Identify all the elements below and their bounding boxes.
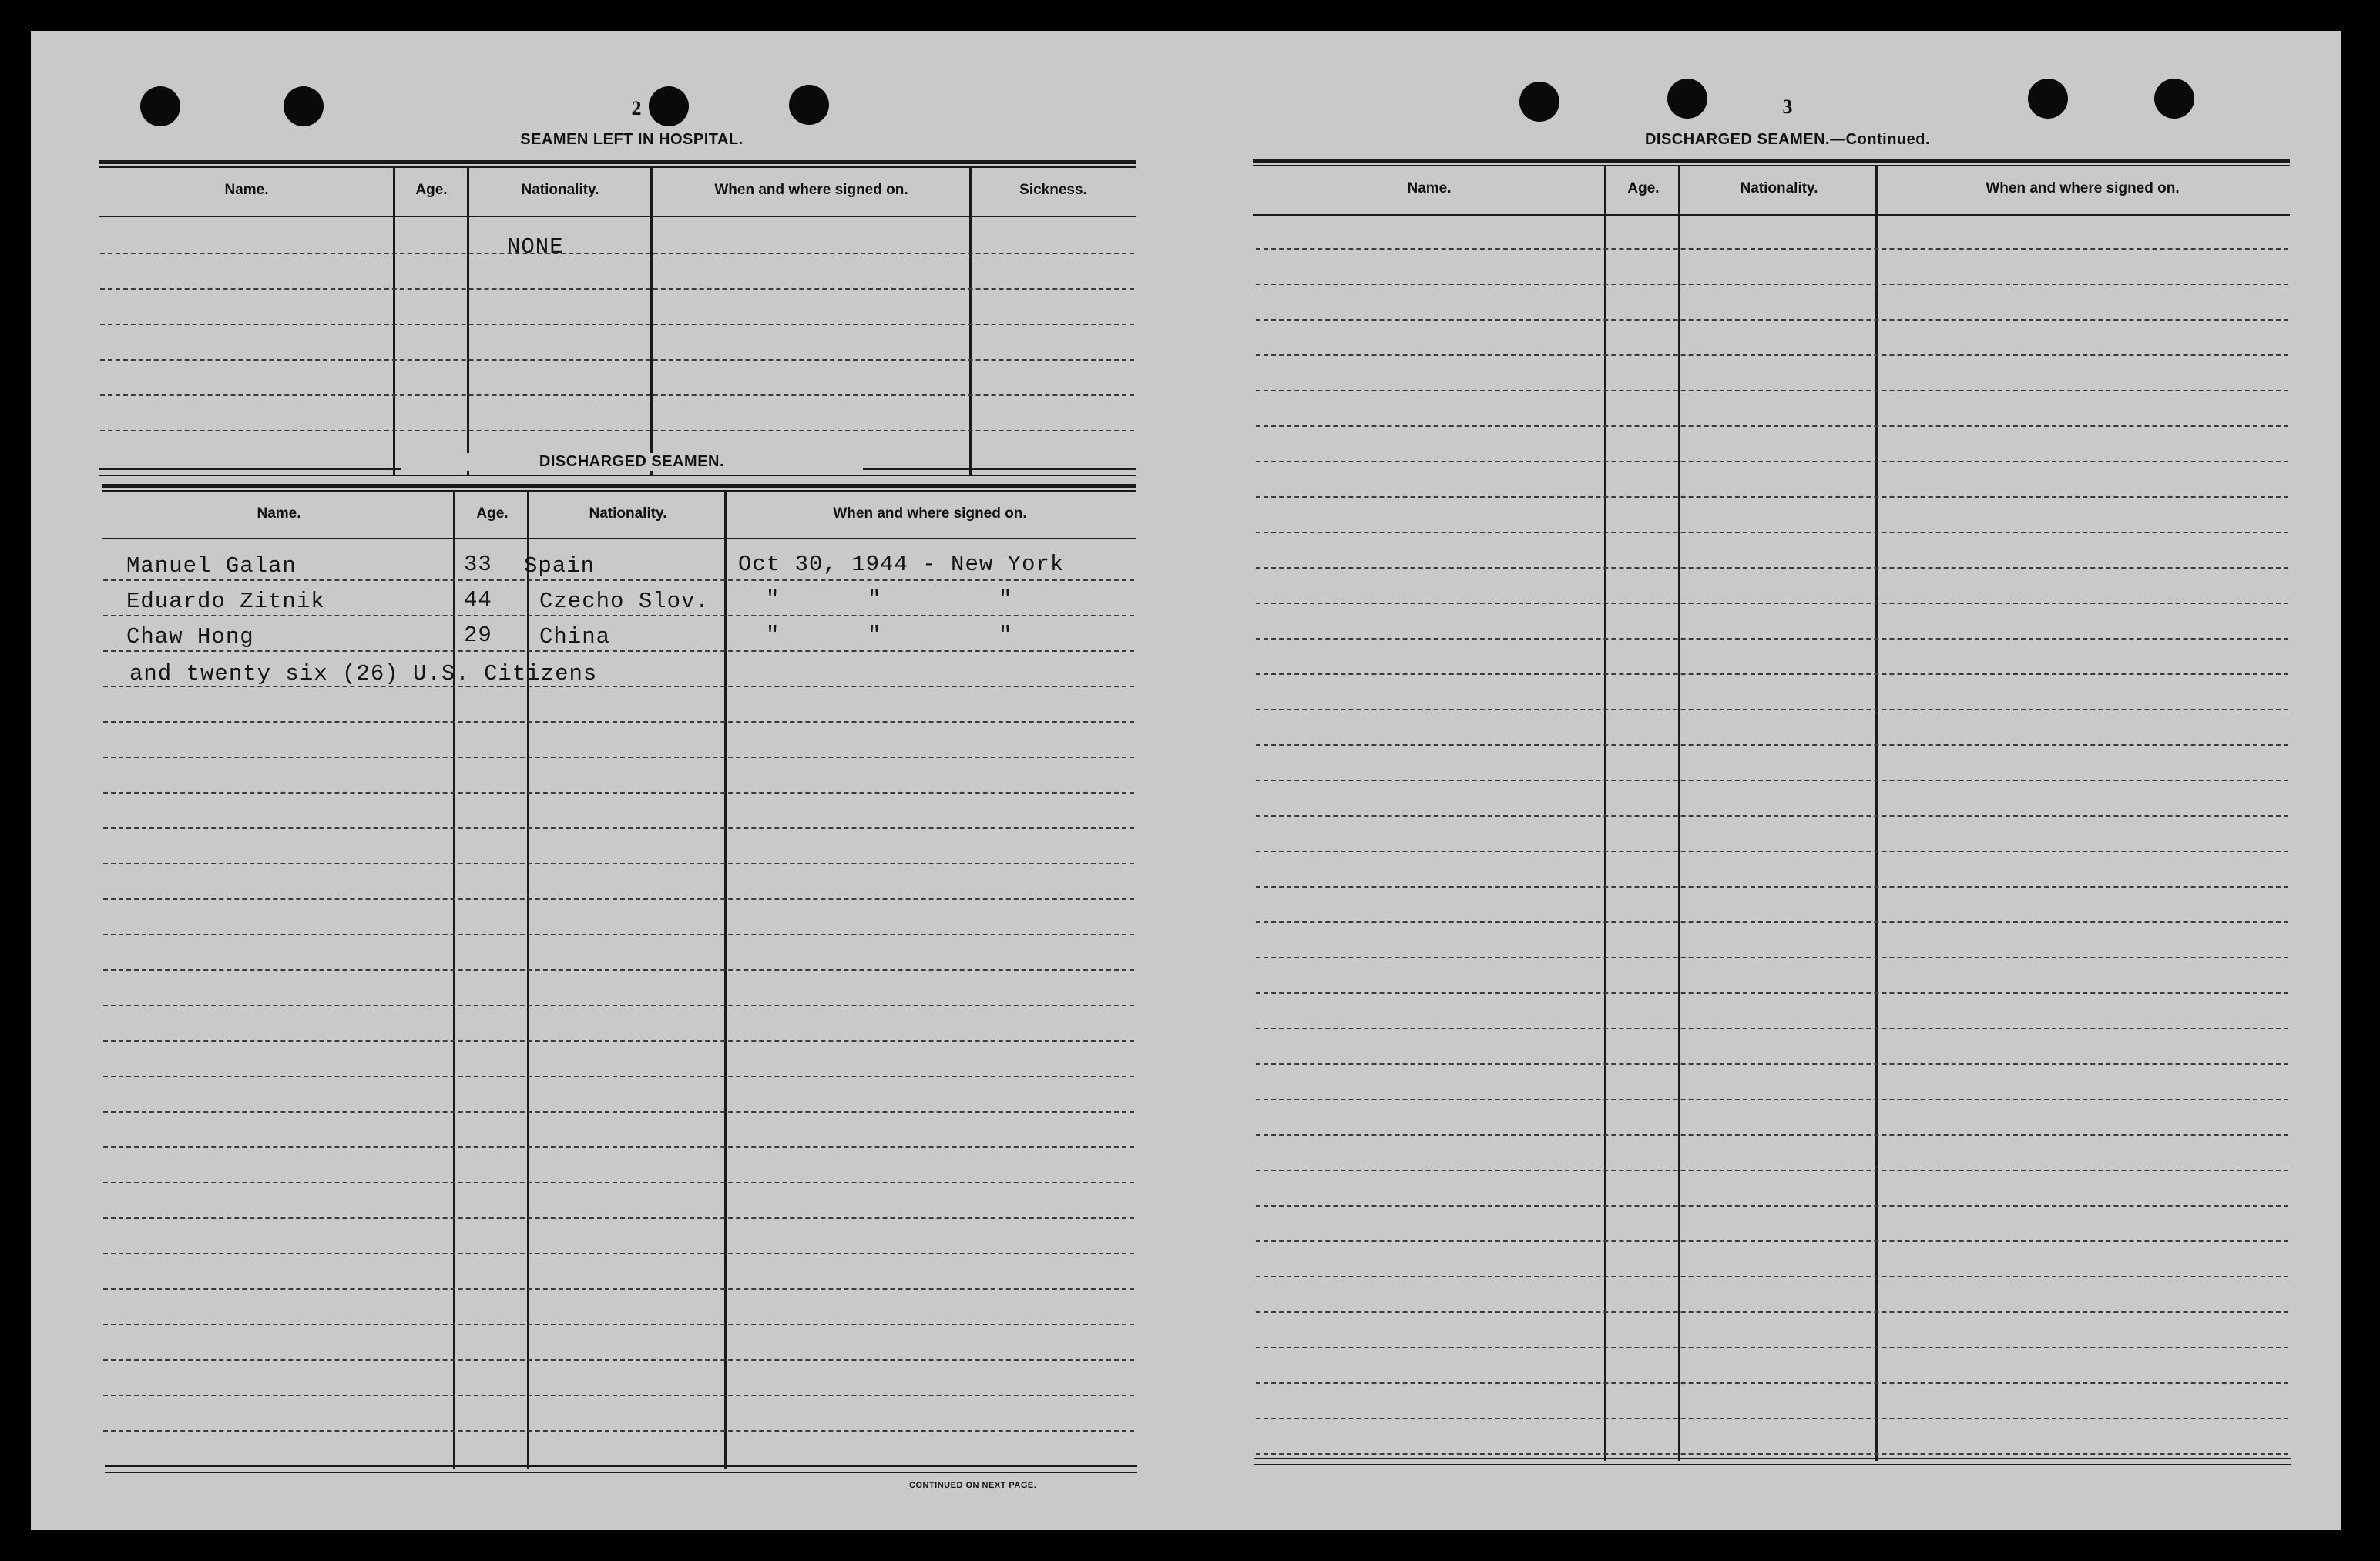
row-line <box>100 430 1134 431</box>
column-header-name: Name. <box>1407 180 1452 196</box>
row-line <box>100 324 1134 325</box>
row-line <box>1256 780 2288 781</box>
punch-hole <box>789 85 829 125</box>
section-title-hospital: SEAMEN LEFT IN HOSPITAL. <box>520 131 744 148</box>
row-line <box>103 827 1134 829</box>
column-header-signed-on: When and where signed on. <box>714 182 908 198</box>
row-line <box>1256 425 2288 427</box>
row-line <box>103 1288 1134 1290</box>
row-line <box>1256 1240 2288 1242</box>
column-header-sickness: Sickness. <box>1019 182 1087 198</box>
column-header-age: Age. <box>1627 180 1660 196</box>
page-number: 2 <box>631 97 642 119</box>
column-divider <box>467 166 469 475</box>
row-line <box>1256 886 2288 888</box>
column-header-nationality: Nationality. <box>1740 180 1818 196</box>
discharged-note: and twenty six (26) U.S. Citizens <box>129 661 598 687</box>
table-top-rule <box>99 160 1136 164</box>
row-line <box>103 934 1134 935</box>
column-header-name: Name. <box>257 505 301 522</box>
row-line <box>103 1111 1134 1113</box>
column-divider <box>969 166 972 475</box>
header-rule <box>102 538 1136 539</box>
table-top-rule <box>102 490 1136 492</box>
row-line <box>103 579 1134 581</box>
row-line <box>103 969 1134 971</box>
row-line <box>1256 1311 2288 1313</box>
punch-hole <box>140 86 180 126</box>
row-line <box>103 650 1134 652</box>
column-divider <box>1875 165 1878 1461</box>
row-line <box>1256 1134 2288 1136</box>
row-line <box>1256 851 2288 852</box>
row-line <box>1256 496 2288 498</box>
row-line <box>1256 1382 2288 1384</box>
seaman-name: Manuel Galan <box>126 553 297 579</box>
ditto-mark: " <box>868 623 882 648</box>
row-line <box>103 1217 1134 1219</box>
row-line <box>1256 319 2288 321</box>
ditto-mark: " <box>868 587 882 613</box>
column-divider <box>1678 165 1680 1461</box>
seaman-age: 44 <box>464 587 492 613</box>
row-line <box>1256 1099 2288 1100</box>
column-divider <box>393 166 395 475</box>
row-line <box>1256 1205 2288 1207</box>
punch-hole <box>2028 79 2068 119</box>
column-header-nationality: Nationality. <box>589 505 667 522</box>
column-divider <box>1604 165 1606 1461</box>
column-header-name: Name. <box>224 182 269 198</box>
row-line <box>1256 284 2288 285</box>
row-line <box>1256 673 2288 675</box>
row-line <box>103 1430 1134 1432</box>
page-number: 3 <box>1782 96 1793 118</box>
row-line <box>103 1253 1134 1254</box>
punch-hole <box>1519 82 1559 122</box>
row-line <box>1256 957 2288 958</box>
continued-note: CONTINUED ON NEXT PAGE. <box>909 1481 1037 1490</box>
ditto-mark: " <box>999 623 1013 648</box>
seaman-name: Eduardo Zitnik <box>126 589 325 614</box>
seaman-nationality: China <box>539 624 611 650</box>
hospital-entry: NONE <box>507 234 564 260</box>
seaman-nationality: Spain <box>524 553 596 579</box>
row-line <box>1256 567 2288 569</box>
row-line <box>1256 815 2288 817</box>
row-line <box>100 253 1134 254</box>
row-line <box>1256 992 2288 994</box>
row-line <box>103 1182 1134 1183</box>
seaman-age: 29 <box>464 623 492 648</box>
row-line <box>1256 354 2288 356</box>
seaman-name: Chaw Hong <box>126 624 254 650</box>
column-header-signed-on: When and where signed on. <box>1986 180 2180 196</box>
header-rule <box>1253 214 2290 216</box>
ditto-mark: " <box>766 623 780 648</box>
row-line <box>1256 1063 2288 1065</box>
column-divider <box>650 166 653 475</box>
row-line <box>100 359 1134 361</box>
seaman-nationality: Czecho Slov. <box>539 589 710 614</box>
table-top-rule <box>1253 165 2290 166</box>
row-line <box>103 721 1134 723</box>
row-line <box>103 1146 1134 1148</box>
section-title-discharged: DISCHARGED SEAMEN. <box>401 453 863 471</box>
row-line <box>1256 921 2288 923</box>
table-top-rule <box>1253 159 2290 163</box>
row-line <box>1256 1028 2288 1029</box>
row-line <box>1256 1347 2288 1348</box>
table-bottom-rule <box>1254 1464 2291 1465</box>
row-line <box>103 863 1134 864</box>
row-line <box>103 1040 1134 1042</box>
column-divider <box>724 490 727 1469</box>
row-line <box>103 757 1134 758</box>
column-header-age: Age. <box>476 505 509 522</box>
row-line <box>1256 532 2288 533</box>
row-line <box>1256 248 2288 250</box>
row-line <box>1256 461 2288 462</box>
punch-hole <box>1667 79 1707 119</box>
row-line <box>103 1359 1134 1361</box>
section-title-discharged-continued: DISCHARGED SEAMEN.—Continued. <box>1644 131 1931 148</box>
row-line <box>1256 390 2288 391</box>
seaman-signed-on: Oct 30, 1944 - New York <box>738 552 1065 577</box>
column-divider <box>453 490 455 1469</box>
column-header-age: Age. <box>415 182 448 198</box>
row-line <box>103 1076 1134 1077</box>
row-line <box>103 898 1134 900</box>
row-line <box>1256 1170 2288 1171</box>
table-top-rule <box>102 484 1136 488</box>
row-line <box>1256 603 2288 604</box>
row-line <box>100 394 1134 396</box>
ditto-mark: " <box>766 587 780 613</box>
column-divider <box>527 490 529 1469</box>
column-header-signed-on: When and where signed on. <box>833 505 1027 522</box>
table-bottom-rule <box>1254 1458 2291 1459</box>
row-line <box>100 288 1134 290</box>
hospital-bottom-rule <box>99 475 1136 476</box>
ditto-mark: " <box>999 587 1013 613</box>
column-header-nationality: Nationality. <box>521 182 599 198</box>
row-line <box>1256 744 2288 746</box>
table-bottom-rule <box>105 1472 1137 1473</box>
punch-hole <box>284 86 324 126</box>
row-line <box>103 1395 1134 1396</box>
row-line <box>103 1005 1134 1006</box>
row-line <box>1256 1276 2288 1277</box>
header-rule <box>99 216 1136 217</box>
row-line <box>1256 709 2288 710</box>
row-line <box>103 615 1134 616</box>
document-sheet <box>31 31 2341 1530</box>
row-line <box>1256 638 2288 640</box>
row-line <box>1256 1453 2288 1455</box>
table-bottom-rule <box>105 1465 1137 1467</box>
seaman-age: 33 <box>464 552 492 577</box>
row-line <box>103 792 1134 794</box>
table-top-rule <box>99 166 1136 168</box>
row-line <box>1256 1418 2288 1419</box>
row-line <box>103 1324 1134 1325</box>
punch-hole <box>2154 79 2194 119</box>
